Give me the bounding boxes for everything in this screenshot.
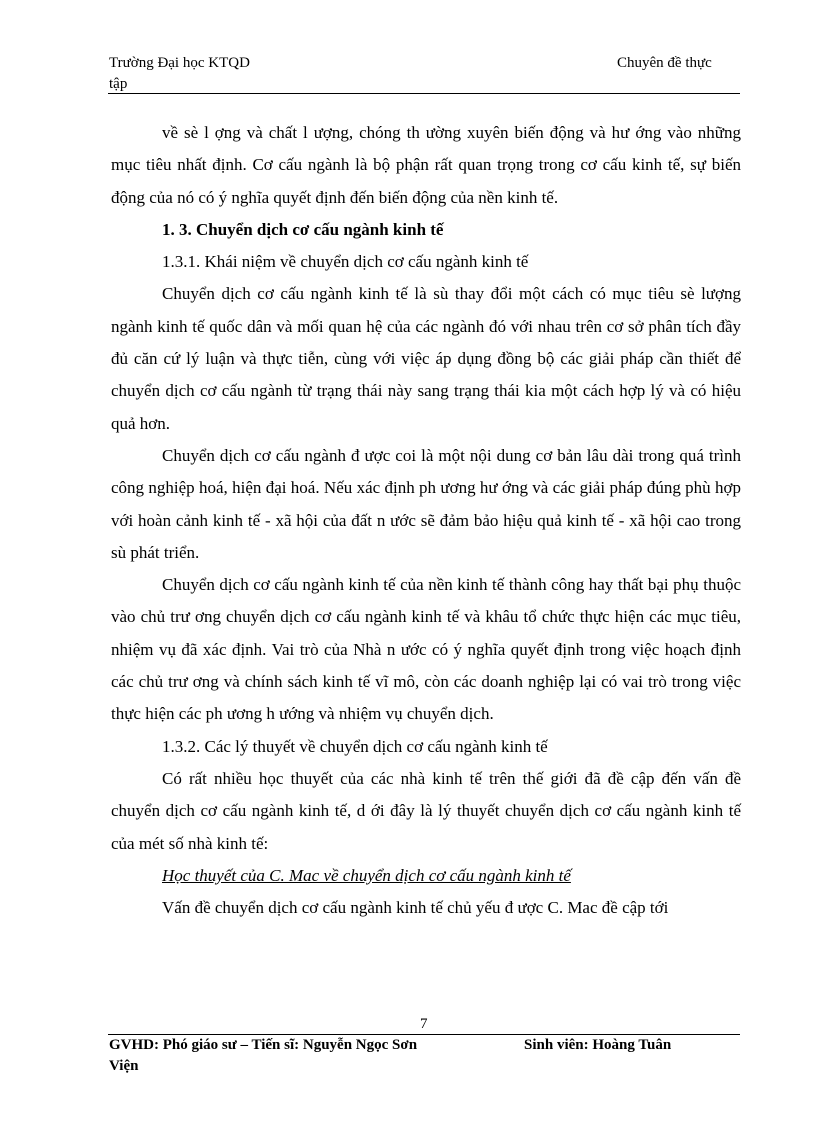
footer-supervisor — [109, 1035, 417, 1077]
theory-heading-marx-text: Học thuyết của C. Mac về chuyển dịch cơ cấu ngành kinh tế — [162, 865, 571, 885]
section-heading-1-3: 1. 3. Chuyển dịch cơ cấu ngành kinh tế — [162, 219, 444, 239]
footer-supervisor-line2: Viện — [109, 1058, 139, 1074]
footer-supervisor-line1: GVHD: Phó giáo sư – Tiến sĩ: Nguyễn Ngọc Sơn — [109, 1037, 418, 1053]
header-report-type: Chuyên đề thực — [617, 55, 712, 71]
paragraph-4: Chuyển dịch cơ cấu ngành kinh tế của nền kinh tế thành công hay thất bại phụ thuộc vào chủ trư ơng chuyển dịch cơ cấu ngành kinh tế và khâu tổ chức thực hiện các mục tiêu, nhiệm vụ đã xác định. Vai trò của Nhà n ước có ý nghĩa quyết định trong việc hoạch định các chủ trư ơng và chính sách kinh tế vĩ mô, còn các doanh nghiệp lại có vai trò trong việc thực hiện các ph ương h ướng và nhiệm vụ chuyển dịch. — [111, 575, 741, 724]
page-number: 7 — [420, 1016, 428, 1032]
header-school-line2: tập — [109, 76, 128, 92]
paragraph-1: về sè l ợng và chất l ượng, chóng th ường xuyên biến động và hư ớng vào những mục tiêu nhất định. Cơ cấu ngành là bộ phận rất quan trọng trong cơ cấu kinh tế, sự biến động của nó có ý nghĩa quyết định đến biến động của nền kinh tế. — [111, 123, 741, 207]
header-school — [109, 53, 250, 95]
theory-heading-marx — [111, 860, 741, 892]
paragraph-6: Vấn đề chuyển dịch cơ cấu ngành kinh tế chủ yếu đ ược C. Mac đề cập tới — [162, 898, 669, 918]
footer-student: Sinh viên: Hoàng Tuân — [524, 1037, 672, 1053]
paragraph-5: Có rất nhiều học thuyết của các nhà kinh tế trên thế giới đã đề cập đến vấn đề chuyển dịch cơ cấu ngành kinh tế, d ới đây là lý thuyết chuyển dịch cơ cấu ngành kinh tế của mét số nhà kinh tế: — [111, 768, 741, 853]
paragraph-3: Chuyển dịch cơ cấu ngành đ ược coi là một nội dung cơ bản lâu dài trong quá trình công nghiệp hoá, hiện đại hoá. Nếu xác định ph ương hư ớng và các giải pháp đúng phù hợp với hoàn cảnh kinh tế - xã hội của đất n ước sẽ đảm bảo hiệu quả kinh tế - xã hội cao trong sù phát triển. — [111, 445, 741, 562]
subsection-heading-1-3-1: 1.3.1. Khái niệm về chuyển dịch cơ cấu ngành kinh tế — [162, 252, 529, 272]
subsection-heading-1-3-2: 1.3.2. Các lý thuyết về chuyển dịch cơ cấu ngành kinh tế — [162, 736, 548, 756]
document-body — [111, 117, 741, 924]
header-school-line1: Trường Đại học KTQD — [109, 55, 250, 71]
paragraph-2: Chuyển dịch cơ cấu ngành kinh tế là sù thay đổi một cách có mục tiêu sè lượng ngành kinh tế quốc dân và mối quan hệ của các ngành đó với nhau trên cơ sở phân tích đầy đủ căn cứ lý luận và thực tiễn, cùng với việc áp dụng đồng bộ các giải pháp cần thiết để chuyển dịch cơ cấu ngành từ trạng thái này sang trạng thái kia một cách hợp lý và có hiệu quả hơn. — [111, 284, 741, 433]
header-divider — [108, 93, 740, 94]
